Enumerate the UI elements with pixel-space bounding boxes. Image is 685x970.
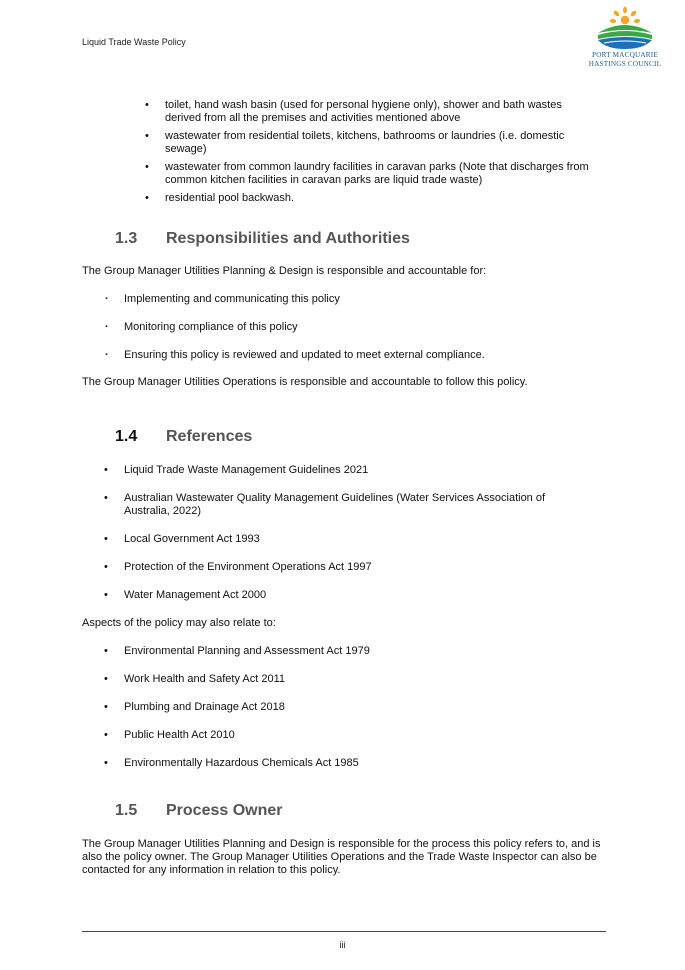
section-number: 1.3 [115,230,138,247]
council-logo-icon [594,5,656,51]
section-1-3-outro: The Group Manager Utilities Operations is responsible and accountable to follow this policy. [82,376,528,388]
related-acts-intro: Aspects of the policy may also relate to: [82,617,276,629]
section-title: Process Owner [166,802,283,819]
council-logo [575,5,675,87]
list-item: • wastewater from common laundry facilities in caravan parks (Note that discharges from common kitchen facilities in caravan parks are liquid trade waste) [145,161,595,187]
list-item: • Plumbing and Drainage Act 2018 [104,701,584,714]
list-item: • toilet, hand wash basin (used for personal hygiene only), shower and bath wastes derived from all the premises and activities mentioned above [145,99,595,125]
list-item: · Ensuring this policy is reviewed and updated to meet external compliance. [104,349,584,362]
section-1-3-list [104,293,584,377]
footer-divider [82,931,606,932]
section-number: 1.4 [115,428,138,445]
list-item: • Work Health and Safety Act 2011 [104,673,584,686]
logo-text-line1: PORT MACQUARIE [592,51,658,59]
list-item: • Protection of the Environment Operations Act 1997 [104,561,584,574]
logo-text-line2: HASTINGS COUNCIL [588,59,662,68]
section-1-3-intro: The Group Manager Utilities Planning & Design is responsible and accountable for: [82,265,487,277]
header-document-title: Liquid Trade Waste Policy [82,37,186,47]
list-item: • Public Health Act 2010 [104,729,584,742]
list-item: • wastewater from residential toilets, kitchens, bathrooms or laundries (i.e. domestic sewage) [145,130,595,156]
list-item: • Environmental Planning and Assessment Act 1979 [104,645,584,658]
section-title: Responsibilities and Authorities [166,230,410,247]
list-item: • Australian Wastewater Quality Management Guidelines (Water Services Association of Australia, 2022) [104,492,584,518]
list-item: • Water Management Act 2000 [104,589,584,602]
section-number: 1.5 [115,802,138,819]
references-list [104,464,584,617]
list-item: • Liquid Trade Waste Management Guidelines 2021 [104,464,584,477]
list-item: · Monitoring compliance of this policy [104,321,584,334]
top-bullet-list [145,99,595,210]
section-title: References [166,428,253,445]
related-acts-list [104,645,584,785]
list-item: · Implementing and communicating this policy [104,293,584,306]
list-item: • Environmentally Hazardous Chemicals Act 1985 [104,757,584,770]
list-item: • Local Government Act 1993 [104,533,584,546]
page-number: iii [339,940,346,950]
section-1-5-text: The Group Manager Utilities Planning and Design is responsible for the process this policy refers to, and is also the policy owner. The Group Manager Utilities Operations and the Trade Waste Inspector can also be contacted for any information in relation to this policy. [82,838,601,876]
list-item: • residential pool backwash. [145,192,595,205]
